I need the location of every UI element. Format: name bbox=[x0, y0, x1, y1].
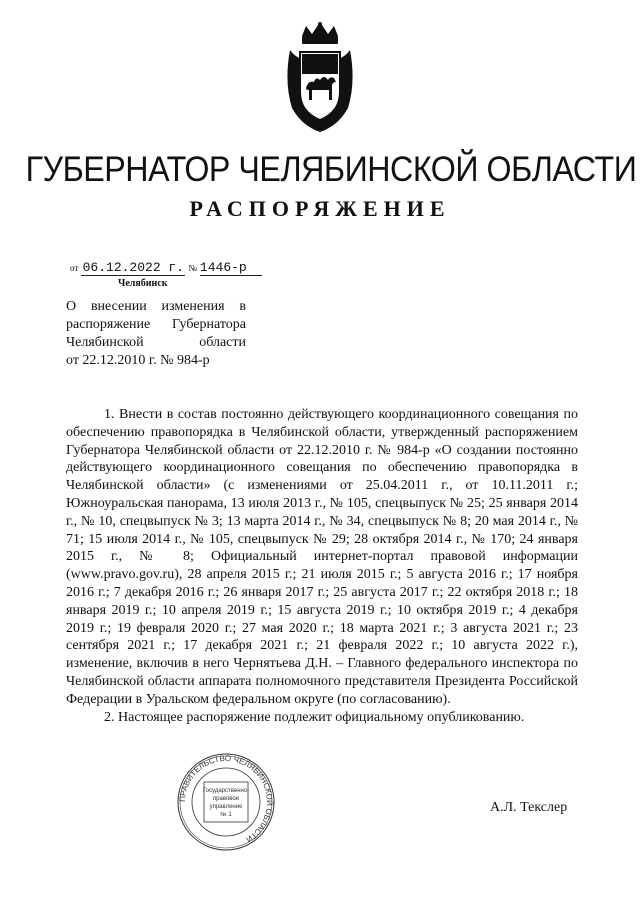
page-title: ГУБЕРНАТОР ЧЕЛЯБИНСКОЙ ОБЛАСТИ bbox=[25, 150, 637, 189]
seal-inner-text: Государственно- bbox=[202, 788, 250, 794]
crown-icon bbox=[302, 22, 338, 44]
document-subject bbox=[66, 298, 246, 370]
from-label: от bbox=[70, 263, 79, 273]
signer-name: А.Л. Текслер bbox=[490, 800, 568, 815]
subject-line: О внесении изменения в bbox=[66, 299, 246, 314]
official-seal-stamp bbox=[176, 752, 276, 852]
body-paragraph: 1. Внести в состав постоянно действующего координационного совещания по обеспечению правопорядка в Челябинской области, утвержденный распоряжением Губернатора Челябинской области от 22.12.2010 г. № 984-р «О создании постоянно действующего координационного совещания по обеспечению правопорядка в Челябинской области» (с изменениями от 25.04.2011 г., от 10.11.2011 г.; Южноуральская панорама, 13 июля 2013 г., № 105, спецвыпуск № 25; 25 января 2014 г., № 10, спецвыпуск № 3; 13 марта 2014 г., № 34, спецвыпуск № 8; 20 мая 2014 г., № 71; 15 июля 2014 г., № 105, спецвыпуск № 29; 28 октября 2014 г., № 170; 24 января 2015 г., № 8; Официальный интернет-портал правовой информации (www.pravo.gov.ru), 28 апреля 2015 г.; 21 июля 2015 г.; 5 августа 2016 г.; 17 ноября 2016 г.; 7 декабря 2016 г.; 26 января 2017 г.; 25 августа 2017 г.; 22 октября 2018 г.; 18 января 2019 г.; 10 апреля 2019 г.; 15 августа 2019 г.; 10 октября 2019 г.; 4 декабря 2019 г.; 19 февраля 2020 г.; 27 мая 2020 г.; 18 марта 2021 г.; 3 августа 2021 г.; 23 сентября 2021 г.; 17 декабря 2021 г.; 21 февраля 2022 г.; 10 августа 2022 г.), изменение, включив в него Чернятьева Д.Н. – Главного федерального инспектора по Челябинской области аппарата полномочного представителя Президента Российской Федерации в Уральском федеральном округе (по согласованию). bbox=[66, 407, 578, 707]
subject-line: от 22.12.2010 г. № 984-р bbox=[66, 353, 210, 368]
subject-line: Челябинской области bbox=[66, 335, 246, 350]
seal-inner-text: управление bbox=[209, 804, 243, 810]
seal-inner-text: правовое bbox=[212, 796, 240, 802]
number-label: № bbox=[188, 263, 197, 273]
city: Челябинск bbox=[118, 278, 168, 289]
document-body bbox=[66, 406, 578, 726]
body-paragraph: 2. Настоящее распоряжение подлежит официальному опубликованию. bbox=[104, 709, 525, 725]
document-date: 06.12.2022 г. bbox=[82, 260, 185, 275]
document-type: РАСПОРЯЖЕНИЕ bbox=[189, 196, 451, 221]
document-number: 1446-р bbox=[200, 260, 262, 276]
seal-inner-text: № 1 bbox=[220, 812, 232, 818]
document-meta bbox=[70, 260, 262, 276]
subject-line: распоряжение Губернатора bbox=[66, 317, 246, 332]
seal-outer-text: ПРАВИТЕЛЬСТВО ЧЕЛЯБИНСКОЙ ОБЛАСТИ bbox=[177, 753, 275, 845]
coat-of-arms-emblem bbox=[282, 22, 358, 134]
